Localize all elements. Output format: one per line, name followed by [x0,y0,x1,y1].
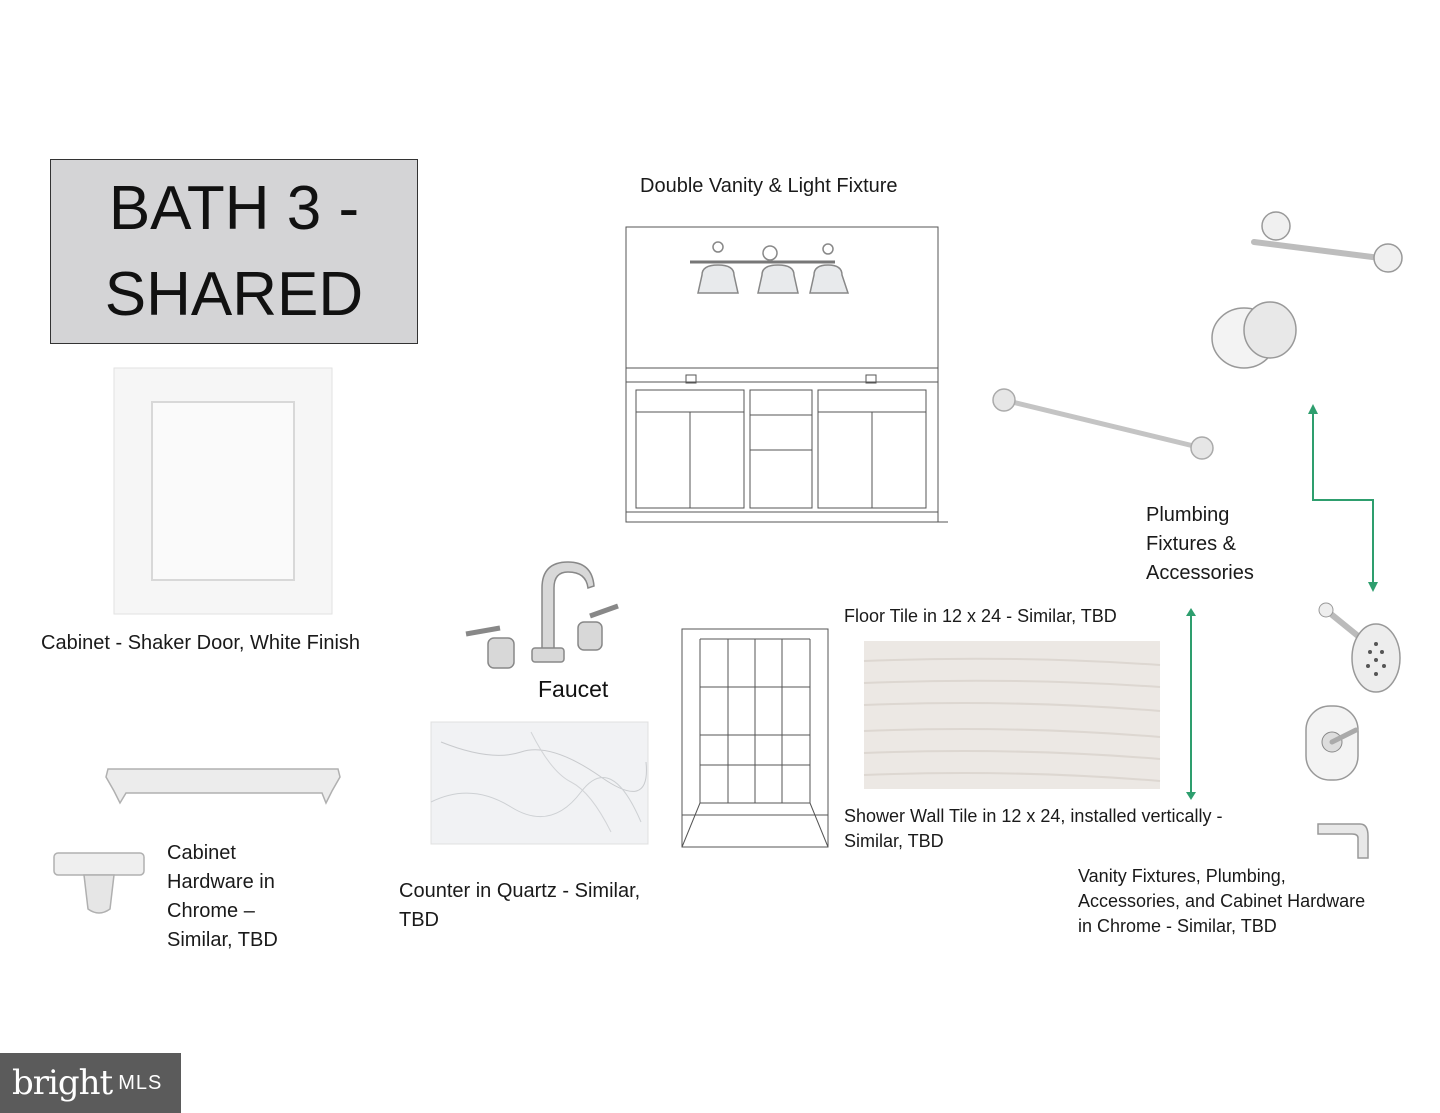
vanity-drawing [620,225,950,525]
hardware-label: Cabinet Hardware in Chrome – Similar, TBD [167,842,278,951]
logo-suffix: MLS [118,1071,163,1094]
logo-brand: bright [12,1063,113,1103]
tub-spout-image [1316,814,1372,864]
shower-tile-label: Shower Wall Tile in 12 x 24, installed vertically - Similar, TBD [844,806,1223,851]
faucet-image [460,558,625,676]
plumbing-arrow-icon [1304,400,1380,596]
paper-holder-image [1236,204,1411,284]
page-title: BATH 3 - SHARED [104,173,364,329]
shower-valve-image [1304,704,1360,782]
cabinet-pull-image [104,763,344,808]
tile-arrow-icon [1184,606,1198,802]
faucet-label: Faucet [538,676,609,702]
robe-hook-image [1208,296,1303,374]
title-box [50,159,418,344]
quartz-sample-image [431,722,648,844]
cabinet-door-image [114,368,332,614]
floor-tile-label: Floor Tile in 12 x 24 - Similar, TBD [844,606,1117,626]
tile-sample-image [864,641,1160,789]
cabinet-knob-image [52,849,147,917]
counter-label: Counter in Quartz - Similar, TBD [399,880,641,931]
towel-bar-image [990,378,1220,468]
bright-mls-logo [0,1053,181,1113]
shower-drawing [680,625,840,853]
vanity-label: Double Vanity & Light Fixture [640,175,898,197]
plumbing-label: Plumbing Fixtures & Accessories [1146,504,1254,584]
cabinet-label: Cabinet - Shaker Door, White Finish [41,632,361,654]
shower-head-image [1318,600,1404,696]
vanity-fixtures-label: Vanity Fixtures, Plumbing, Accessories, and Cabinet Hardware in Chrome - Similar, TBD [1078,866,1366,936]
